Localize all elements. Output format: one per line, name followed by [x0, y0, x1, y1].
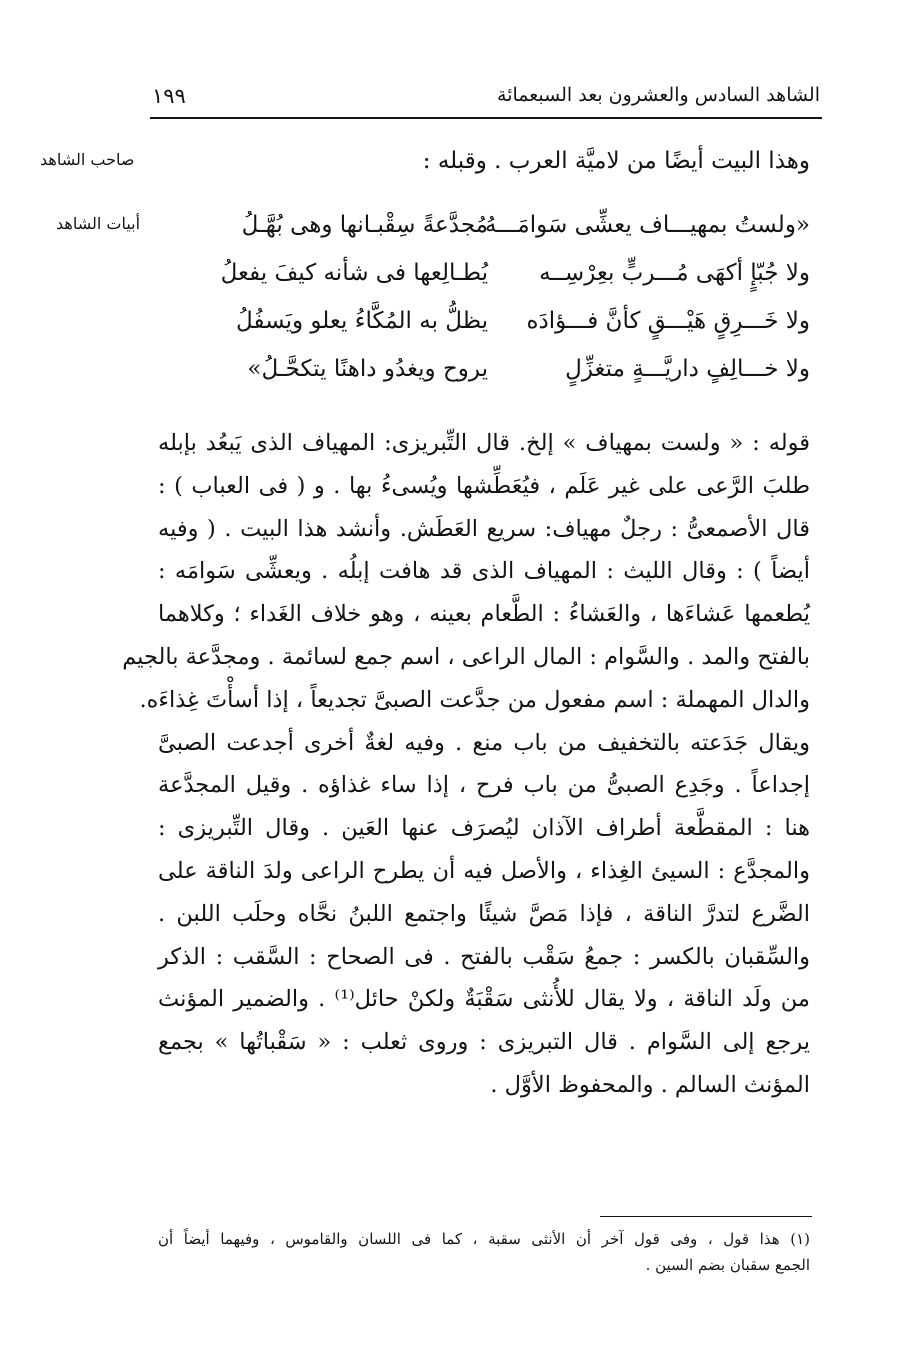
commentary-line: قوله : « ولست بمهياف » إلخ. قال التِّبريزى: المهياف الذى يَبعُد بإبله: [158, 430, 810, 456]
verse-1-first-hemistich: «ولستُ بمهيـــاف يعشِّى سَوامَـــهُ: [484, 212, 810, 238]
margin-note-author: صاحب الشاهد: [40, 150, 135, 169]
commentary-line: أيضاً ) : وقال الليث : المهياف الذى قد هافت إبلُه . ويعشِّى سَوامَه :: [158, 558, 810, 585]
verse-4-first-hemistich: ولا خـــالِفٍ داريَّـــةٍ متغزِّلٍ: [565, 356, 810, 382]
verse-2-first-hemistich: ولا جُبّإٍ أكهَى مُـــربٍّ بعِرْسِــه: [539, 260, 810, 286]
verse-3-second-hemistich: يظلُّ به المُكَّاءُ يعلو ويَسفُلُ: [236, 308, 488, 334]
commentary-line: بالفتح والمد . والسَّوام : المال الراعى ، اسم جمع لسائمة . ومجدَّعة بالجيم: [122, 643, 810, 670]
commentary-text: [122, 422, 810, 1107]
intro-line: وهذا البيت أيضًا من لاميَّة العرب . وقبله :: [422, 148, 810, 174]
footnote-line: الجمع سقبان بضم السين .: [645, 1256, 810, 1274]
commentary-line: والدال المهملة : اسم مفعول من جدَّعت الصبىَّ تجديعاً ، إذا أسأْتَ غِذاءَه.: [139, 686, 810, 713]
commentary-line: طلبَ الرَّعى على غير عَلَم ، فيُعَطِّشها ويُسىءُ بها . و ( فى العباب ) :: [158, 472, 810, 499]
commentary-line: قال الأصمعىُّ : رجلٌ مهياف: سريع العَطَش. وأنشد هذا البيت . ( وفيه: [158, 515, 810, 542]
footnote-rule: [600, 1216, 812, 1217]
margin-note-verses: أبيات الشاهد: [56, 214, 141, 233]
commentary-line: والسِّقبان بالكسر : جمعُ سَقْب بالفتح . فى الصحاح : السَّقب : الذكر: [158, 943, 810, 970]
commentary-line: والمجدَّع : السيئ الغِذاء ، والأصل فيه أن يطرح الراعى ولدَ الناقة على: [158, 857, 810, 884]
commentary-line: هنا : المقطَّعة أطراف الآذان ليُصرَف عنها العَين . وقال التِّبريزى :: [158, 815, 810, 842]
commentary-line: يرجع إلى السَّوام . قال التبريزى : وروى ثعلب : « سَقْباتُها » بجمع: [158, 1029, 810, 1056]
page-number: ١٩٩: [152, 84, 186, 108]
commentary-line: الضَّرع لتدرَّ الناقة ، فإذا مَصَّ شيئًا واجتمع اللبنُ نحَّاه وحلَب اللبن .: [158, 900, 810, 927]
footnote-line: (١) هذا قول ، وفى قول آخر أن الأنثى سقبة ، كما فى اللسان والقاموس ، وفيهما أيضاً أن: [158, 1230, 810, 1248]
page-header-title: الشاهد السادس والعشرون بعد السبعمائة: [497, 84, 820, 106]
footnote: [158, 1226, 810, 1278]
commentary-line: إجداعاً . وجَدِع الصبىُّ من باب فرح ، إذا ساء غذاؤه . وقيل المجدَّعة: [158, 772, 810, 799]
verse-2-second-hemistich: يُطـالِعها فى شأنه كيفَ يفعلُ: [220, 260, 488, 286]
verse-4-second-hemistich: يروح ويغدُو داهنًا يتكحَّـلُ»: [247, 356, 488, 382]
commentary-line: من ولَد الناقة ، ولا يقال للأُنثى سَقْبَةٌ ولكنْ حائل⁽¹⁾ . والضمير المؤنث: [158, 986, 810, 1013]
verse-3-first-hemistich: ولا خَـــرِقٍ هَيْـــقٍ كأنَّ فـــؤادَه: [526, 308, 810, 334]
commentary-line: ويقال جَدَعته بالتخفيف من باب منع . وفيه لغةٌ أخرى أجدعت الصبىَّ: [158, 729, 810, 756]
verse-1-second-hemistich: مُجدَّعةً سِقْبـانها وهى بُهَّـلُ: [241, 212, 488, 238]
header-rule: [150, 117, 822, 119]
commentary-line: المؤنث السالم . والمحفوظ الأوَّل .: [490, 1071, 810, 1098]
commentary-line: يُطعمها عَشاءَها ، والعَشاءُ : الطَّعام بعينه ، وهو خلاف الغَداء ؛ وكلاهما: [158, 601, 810, 628]
